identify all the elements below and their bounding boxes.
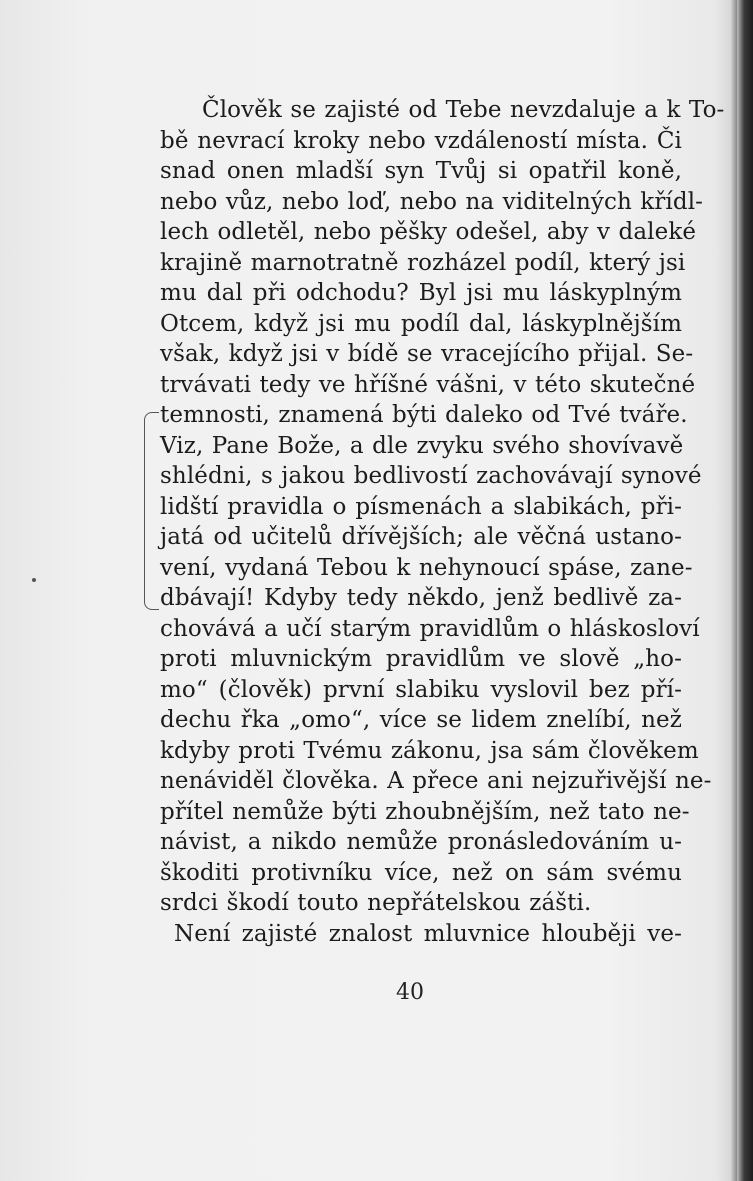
page-number: 40 — [396, 980, 424, 1005]
text-line: bě nevrací kroky nebo vzdáleností místa. Či — [160, 127, 682, 154]
text-line: mo“ (člověk) první slabiku vyslovil bez pří- — [160, 676, 682, 703]
text-line: vení, vydaná Tebou k nehynoucí spáse, zane- — [160, 554, 693, 581]
text-line: Člověk se zajisté od Tebe nevzdaluje a k To- — [202, 97, 725, 123]
text-line: srdci škodí touto nepřátelskou zášti. — [160, 890, 592, 916]
body-text — [160, 95, 725, 949]
text-line: dbávají! Kdyby tedy někdo, jenž bedlivě za- — [160, 585, 682, 611]
text-line: shlédni, s jakou bedlivostí zachovávají synové — [160, 463, 702, 489]
text-line: chovává a učí starým pravidlům o hláskosloví — [160, 615, 700, 642]
text-line: přítel nemůže býti zhoubnějším, než tato ne- — [160, 798, 690, 825]
text-line: lech odletěl, nebo pěšky odešel, aby v daleké — [160, 219, 697, 245]
text-line: návist, a nikdo nemůže pronásledováním u- — [160, 829, 682, 855]
text-line: jatá od učitelů dřívějších; ale věčná ustano- — [160, 524, 682, 550]
text-line: Viz, Pane Bože, a dle zvyku svého shovívavě — [160, 432, 684, 459]
text-line: kdyby proti Tvému zákonu, jsa sám člověkem — [160, 737, 699, 764]
text-line: proti mluvnickým pravidlům ve slově „ho- — [160, 646, 682, 672]
text-line: Není zajisté znalost mluvnice hlouběji ve- — [174, 920, 682, 947]
text-line: Otcem, když jsi mu podíl dal, láskyplnějším — [160, 310, 682, 337]
margin-bracket-mark — [144, 412, 159, 610]
text-line: škoditi protivníku více, než on sám svému — [160, 859, 682, 886]
text-line: nenáviděl člověka. A přece ani nejzuřivější ne- — [160, 768, 712, 794]
text-line: krajině marnotratně rozházel podíl, který jsi — [160, 249, 686, 276]
text-line: dechu řka „omo“, více se lidem znelíbí, než — [160, 707, 682, 733]
text-line: nebo vůz, nebo loď, nebo na viditelných křídl- — [160, 188, 704, 215]
text-line: lidští pravidla o písmenách a slabikách, při- — [160, 493, 682, 520]
text-line: však, když jsi v bídě se vracejícího přijal. Se- — [160, 341, 694, 367]
text-line: snad onen mladší syn Tvůj si opatřil koně, — [160, 158, 682, 184]
text-line: temnosti, znamená býti daleko od Tvé tváře. — [160, 402, 688, 428]
text-line: trvávati tedy ve hříšné vášni, v této skutečné — [160, 371, 696, 398]
text-line: mu dal při odchodu? Byl jsi mu láskyplným — [160, 280, 682, 306]
scan-speck — [32, 578, 36, 582]
